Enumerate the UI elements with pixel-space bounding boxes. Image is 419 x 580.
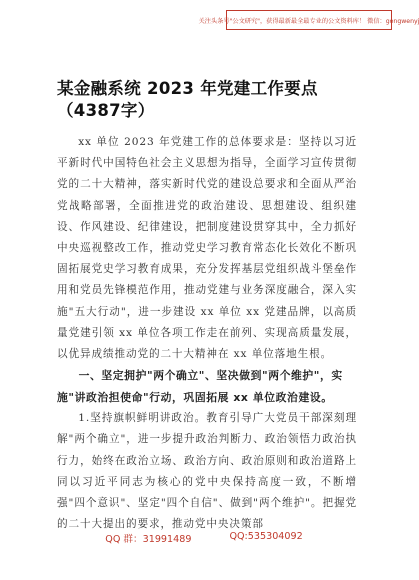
section-heading-1: 一、坚定拥护"两个确立"、坚决做到"两个维护"，实施"讲政治担使命"行动，巩固拓展 xx 单位政治建设。 <box>57 369 343 404</box>
intro-paragraph: xx 单位 2023 年党建工作的总体要求是：坚持以习近平新时代中国特色社会主义思想为指导，全面学习宣传贯彻党的二十大精神，落实新时代党的建设总要求和全面从严治党战略部署，全面推进党的政治建设、思想建设、组织建设、作风建设、纪律建设，把制度建设贯穿其中，全力抓好中央巡视整改工作，推动党史学习教育常态化长效化不断巩固拓展党史学习教育成果，充分发挥基层党组织战斗堡垒作用和党员先锋模范作用，推动党建与业务深度融合，深入实施"五大行动"，进一步建设 xx 单位 xx 党建品牌，以高质量党建引领 xx 单位各项工作走在前列、实现高质量发展，以优异成绩推动党的二十大精神在 xx 单位落地生根。 <box>57 136 357 361</box>
item-paragraph-1: 1.坚持旗帜鲜明讲政治。教育引导广大党员干部深刻理解"两个确立"，进一步提升政治判断力、政治领悟力政治执行力，始终在政治立场、政治方向、政治原则和政治道路上同以习近平同志为核心的党中央保持高度一致，不断增强"四个意识"、坚定"四个自信"、做到"两个维护"。把握党的二十大提出的要求，推动党中央决策部 <box>57 412 357 531</box>
document-title: 某金融系统 2023 年党建工作要点（4387字） <box>57 79 318 120</box>
document-body <box>57 78 357 535</box>
footer-qq-number: QQ:535304092 <box>229 531 303 542</box>
footer-qq-group: QQ 群：31991489 <box>105 534 192 545</box>
promo-banner <box>198 10 419 30</box>
footer-contacts <box>0 531 408 545</box>
promo-banner-text: 关注头条号"公文研究"，获得最新最全最专业的公文资料库！ 微信：gongwenyj <box>198 17 419 25</box>
